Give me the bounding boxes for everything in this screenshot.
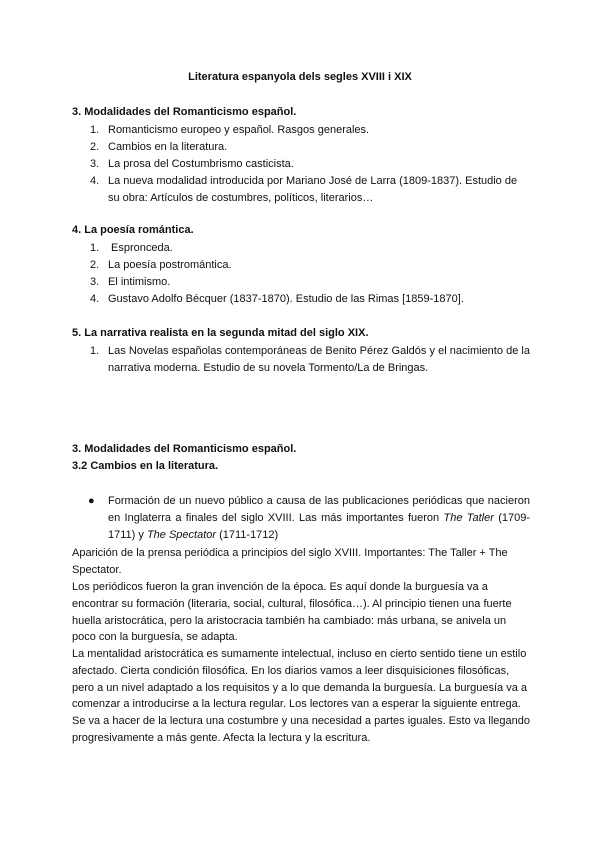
bullet-icon: ● (88, 495, 95, 507)
list-text: La nueva modalidad introducida por Mariano José de Larra (1809-1837). Estudio de su obra: Artículos de costumbres, políticos, literarios… (108, 175, 518, 204)
work-title: The Spectator (146, 529, 217, 541)
list-number: 3. (90, 158, 100, 170)
list-number: 4. (90, 175, 100, 187)
list-text: La poesía postromántica. (108, 259, 232, 271)
list-item (90, 156, 530, 173)
document-title: Literatura espanyola dels segles XVIII i XIX (188, 71, 412, 83)
list-text: Gustavo Adolfo Bécquer (1837-1870). Estudio de las Rimas [1859-1870]. (108, 293, 464, 305)
section-4-heading: 4. La poesía romántica. (72, 224, 194, 236)
part2-heading: 3. Modalidades del Romanticismo español. (72, 443, 297, 455)
list-text: Cambios en la literatura. (108, 141, 228, 153)
paragraph: Aparición de la prensa periódica a principios del siglo XVIII. Importantes: The Taller + The Spectator. (72, 547, 508, 576)
list-number: 1. (90, 242, 100, 254)
list-item (90, 122, 530, 139)
list-number: 4. (90, 293, 100, 305)
section-5-heading: 5. La narrativa realista en la segunda mitad del siglo XIX. (72, 327, 369, 339)
section-3-heading: 3. Modalidades del Romanticismo español. (72, 106, 297, 118)
list-text: La prosa del Costumbrismo casticista. (108, 158, 294, 170)
list-number: 2. (90, 259, 100, 271)
list-item (90, 240, 530, 257)
list-item (90, 257, 530, 274)
list-text: Espronceda. (111, 242, 173, 254)
work-title: The Tatler (443, 512, 494, 524)
paragraph: La mentalidad aristocrática es sumamente intelectual, incluso en cierto sentido tiene un estilo afectado. Cierta condición filosófica. En los diarios vamos a leer disquisiciones filosóficas, pero a un nivel adaptado a los requisitos y a lo que demanda la burguesía. La burguesía va a comenzar a introducirse a la lectura regular. Los lectores van a esperar la siguiente entrega. Se va a hacer de la lectura una costumbre y una necesidad a partes iguales. Esto va llegando progresivamente a más gente. Afecta la lectura y la escritura. (72, 648, 531, 744)
list-number: 1. (90, 345, 100, 357)
list-text: Romanticismo europeo y español. Rasgos generales. (108, 124, 370, 136)
part2-subheading: 3.2 Cambios en la literatura. (72, 460, 219, 472)
bullet-text: Formación de un nuevo público a causa de las publicaciones periódicas que nacieron en Inglaterra a finales del siglo XVIII. Las más importantes fueron The Tatler (1709-1711) y The Spectator (1711-1712) (108, 495, 531, 541)
list-number: 1. (90, 124, 100, 136)
list-item (90, 343, 530, 377)
paragraph: Los periódicos fueron la gran invención de la época. Es aquí donde la burguesía va a encontrar su formación (literaria, social, cultural, filosófica…). Al principio tienen una fuerte huella aristocrática, pero la aristocracia también ha cambiado: más urbana, se anivela un poco con la burguesía, se adapta. (72, 581, 512, 644)
list-item (90, 274, 530, 291)
list-text: Las Novelas españolas contemporáneas de Benito Pérez Galdós y el nacimiento de la narrativa moderna. Estudio de su novela Tormento/La de Bringas. (108, 345, 530, 374)
list-item (90, 291, 530, 308)
list-item (90, 139, 530, 156)
list-item (90, 173, 530, 207)
list-number: 2. (90, 141, 100, 153)
list-text: El intimismo. (108, 276, 171, 288)
bullet-item (88, 493, 530, 544)
list-number: 3. (90, 276, 100, 288)
